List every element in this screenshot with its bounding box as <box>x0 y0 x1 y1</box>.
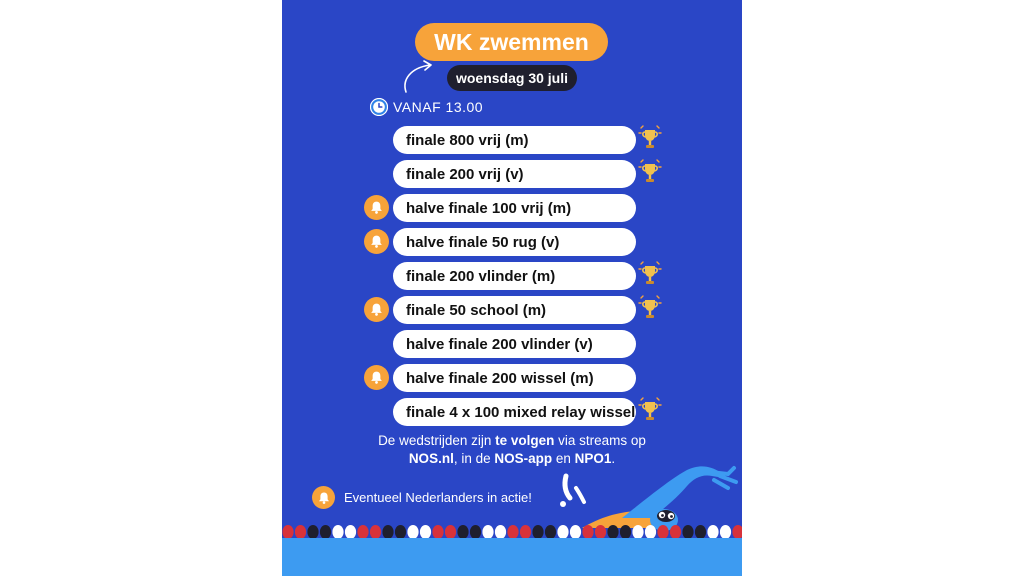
bell-icon <box>369 234 384 249</box>
footer-text-2: via streams op <box>554 433 646 448</box>
lane-rope-bead <box>457 525 468 539</box>
bell-icon <box>369 370 384 385</box>
event-item: finale 200 vlinder (m) <box>393 262 636 290</box>
lane-rope-bead <box>732 525 742 539</box>
lane-rope-bead <box>470 525 481 539</box>
legend <box>312 486 532 509</box>
lane-rope-bead <box>282 525 293 539</box>
lane-rope-bead <box>495 525 506 539</box>
trophy-icon <box>638 295 662 321</box>
poster <box>282 0 742 576</box>
event-item: halve finale 200 vlinder (v) <box>393 330 636 358</box>
footer-text-4: en <box>552 451 575 466</box>
legend-label: Eventueel Nederlanders in actie! <box>344 490 532 505</box>
lane-rope-bead <box>582 525 593 539</box>
event-item: halve finale 100 vrij (m) <box>393 194 636 222</box>
bell-icon <box>369 200 384 215</box>
lane-rope-bead <box>620 525 631 539</box>
footer-text-1: De wedstrijden zijn <box>378 433 496 448</box>
lane-rope-bead <box>445 525 456 539</box>
lane-rope-bead <box>557 525 568 539</box>
lane-rope-bead <box>695 525 706 539</box>
dutch-participation-badge <box>364 195 389 220</box>
legend-bell-badge <box>312 486 335 509</box>
footer-highlight-follow: te volgen <box>495 433 555 448</box>
lane-rope-bead <box>482 525 493 539</box>
footer-highlight-nos-nl: NOS.nl <box>408 451 454 466</box>
lane-rope-bead <box>657 525 668 539</box>
event-item: finale 800 vrij (m) <box>393 126 636 154</box>
lane-rope-bead <box>395 525 406 539</box>
lane-rope-bead <box>432 525 443 539</box>
trophy-icon <box>638 397 662 423</box>
lane-rope-bead <box>570 525 581 539</box>
lane-rope-bead <box>320 525 331 539</box>
event-item: finale 4 x 100 mixed relay wissel <box>393 398 636 426</box>
lane-rope-bead <box>532 525 543 539</box>
trophy-icon <box>638 125 662 151</box>
trophy-icon <box>638 261 662 287</box>
lane-rope-bead <box>670 525 681 539</box>
start-time <box>370 98 483 116</box>
lane-rope-bead <box>370 525 381 539</box>
lane-rope-bead <box>632 525 643 539</box>
footer-highlight-nos-app: NOS-app <box>494 451 553 466</box>
lane-rope-bead <box>520 525 531 539</box>
dutch-participation-badge <box>364 229 389 254</box>
lane-rope-bead <box>645 525 656 539</box>
page-title: WK zwemmen <box>415 23 608 61</box>
lane-rope-bead <box>295 525 306 539</box>
lane-rope-bead <box>382 525 393 539</box>
bell-icon <box>317 491 331 505</box>
footer-text-3: , in de <box>453 451 495 466</box>
lane-rope-bead <box>357 525 368 539</box>
lane-rope-bead <box>682 525 693 539</box>
date-badge: woensdag 30 juli <box>447 65 577 91</box>
lane-rope-bead <box>507 525 518 539</box>
dutch-participation-badge <box>364 297 389 322</box>
start-time-label: VANAF 13.00 <box>393 99 484 115</box>
event-item: finale 50 school (m) <box>393 296 636 324</box>
lane-rope-bead <box>720 525 731 539</box>
clock-icon <box>370 98 388 116</box>
lane-rope-bead <box>307 525 318 539</box>
lane-rope-bead <box>595 525 606 539</box>
lane-rope-bead <box>345 525 356 539</box>
event-item: finale 200 vrij (v) <box>393 160 636 188</box>
lane-rope-bead <box>607 525 618 539</box>
lane-rope-bead <box>545 525 556 539</box>
dutch-participation-badge <box>364 365 389 390</box>
lane-rope-bead <box>420 525 431 539</box>
bell-icon <box>369 302 384 317</box>
lane-rope-bead <box>332 525 343 539</box>
event-item: halve finale 200 wissel (m) <box>393 364 636 392</box>
trophy-icon <box>638 159 662 185</box>
lane-rope-bead <box>707 525 718 539</box>
arrow-icon <box>400 60 436 94</box>
footer-highlight-npo1: NPO1 <box>574 451 612 466</box>
pool-water <box>282 538 742 576</box>
lane-rope-bead <box>407 525 418 539</box>
footer-text-5: . <box>611 451 616 466</box>
event-item: halve finale 50 rug (v) <box>393 228 636 256</box>
